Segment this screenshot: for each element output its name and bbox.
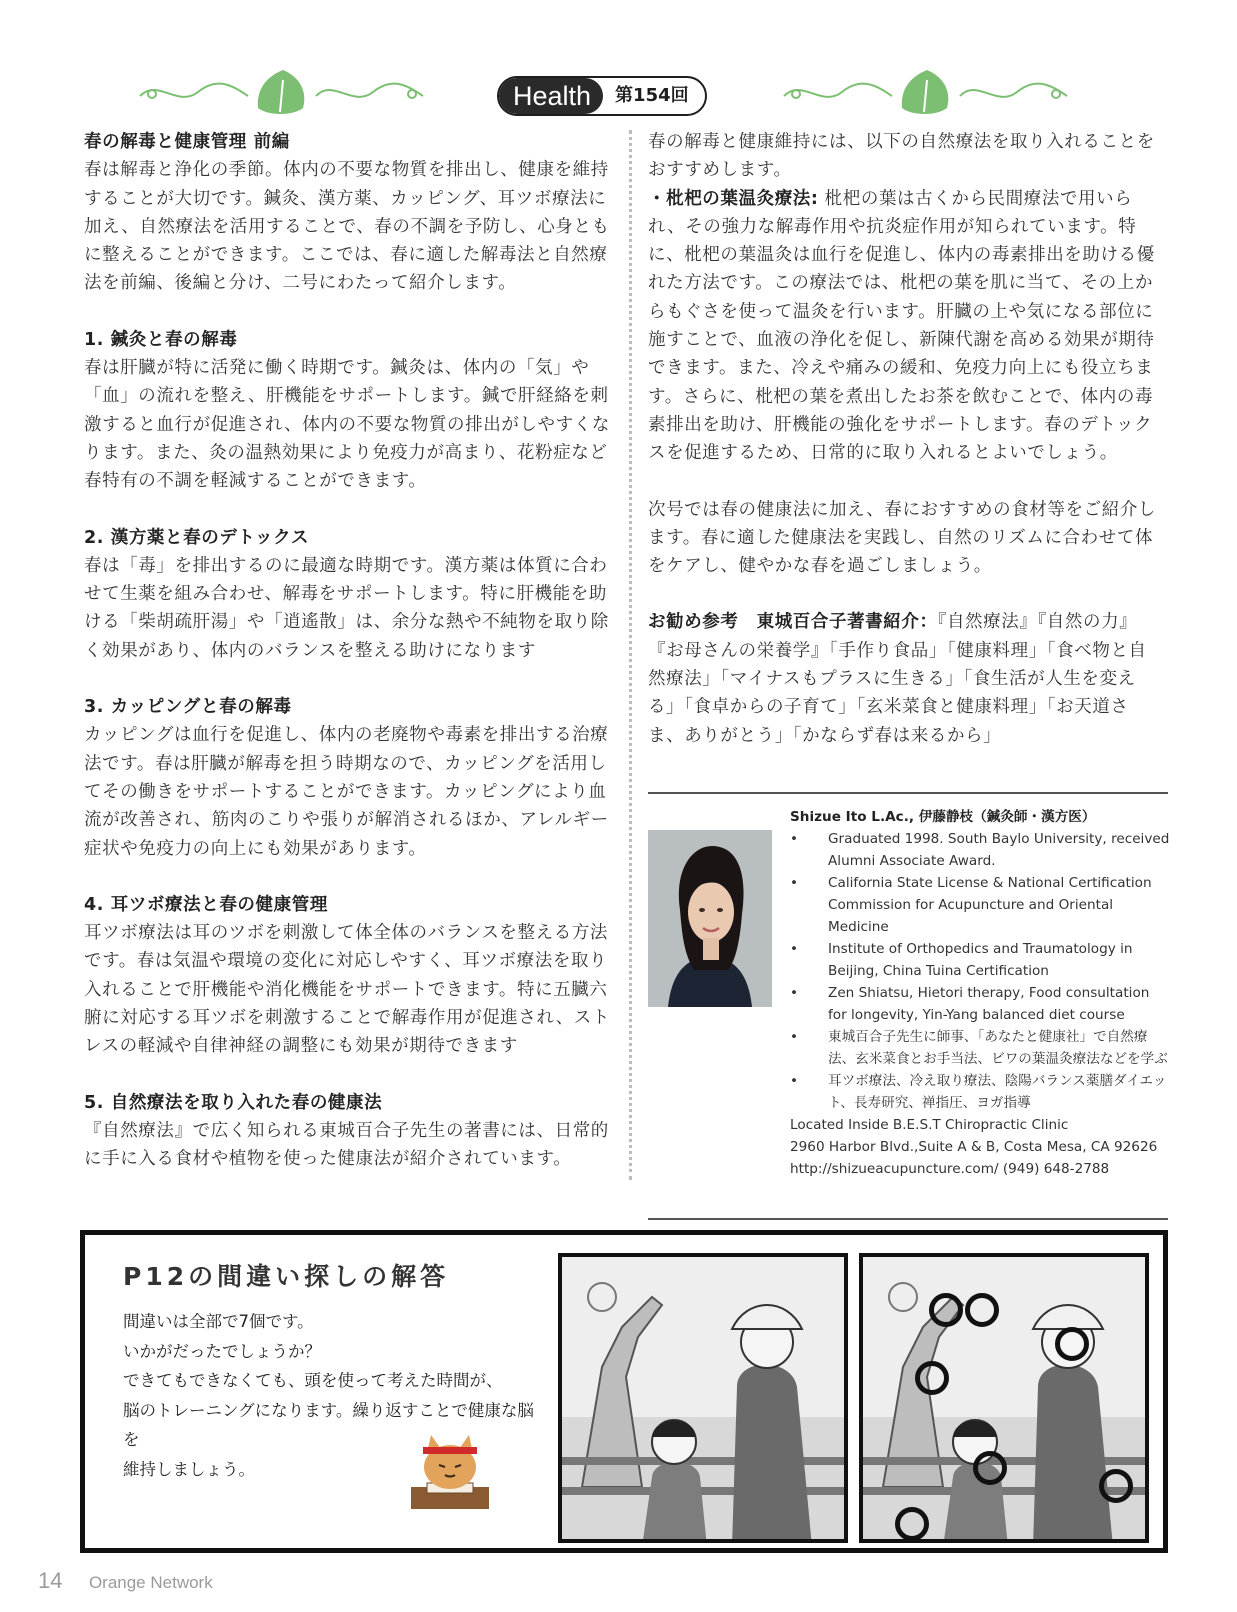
puzzle-line: 脳のトレーニングになります。繰り返すことで健康な脳を xyxy=(123,1400,534,1449)
puzzle-line: できてもできなくても、頭を使って考えた時間が、 xyxy=(123,1371,503,1390)
column-divider xyxy=(629,130,632,1180)
section-heading-acupuncture: 1. 鍼灸と春の解毒 xyxy=(84,329,238,350)
difference-marker xyxy=(1099,1469,1133,1503)
page-number: 14 xyxy=(38,1568,63,1593)
original-picture xyxy=(558,1253,848,1543)
section-body-natural-therapy: 『自然療法』で広く知られる東城百合子先生の著書には、日常的に手に入る食材や植物を使った健康法が紹介されています。 xyxy=(84,1120,609,1170)
answer-picture xyxy=(859,1253,1149,1543)
health-section-badge xyxy=(497,76,707,116)
puzzle-line: いかがだったでしょうか？ xyxy=(123,1341,321,1361)
credential-item: • Institute of Orthopedics and Traumatology in Beijing, China Tuina Certification xyxy=(790,938,1170,982)
reference-body: 『自然療法』『自然の力』『お母さんの栄養学』「手作り食品」「健康料理」「食べ物と自然療法」「マイナスもプラスに生きる」「食生活が人生を変える」「食卓からの子育て」「玄米菜食と健康料理」「お天道さま、ありがとう」「かならず春は来るから」 xyxy=(648,612,1147,746)
portrait-illustration-icon xyxy=(648,830,772,1007)
author-portrait xyxy=(648,830,772,1007)
author-name: Shizue Ito L.Ac., 伊藤静枝（鍼灸師・漢方医） xyxy=(790,809,1096,825)
credential-item: • 耳ツボ療法、冷え取り療法、陰陽バランス薬膳ダイエット、長寿研究、禅指圧、ヨガ指導 xyxy=(790,1070,1170,1114)
section-heading-cupping: 3. カッピングと春の解毒 xyxy=(84,697,292,718)
article-intro: 春は解毒と浄化の季節。体内の不要な物質を排出し、健康を維持することが大切です。鍼灸、漢方薬、カッピング、耳ツボ療法に加え、自然療法を活用することで、春の不調を予防し、心身ともに整えることができます。ここでは、春に適した解毒法と自然療法を前編、後編と分け、二号にわたって紹介します。 xyxy=(84,160,610,294)
article-title: 春の解毒と健康管理 前編 xyxy=(84,132,290,152)
biwa-body: 枇杷の葉は古くから民間療法で用いられ、その強力な解毒作用や抗炎症作用が知られています。特に、枇杷の葉温灸は血行を促進し、体内の毒素排出を助ける優れた方法です。この療法では、枇杷の葉を肌に当て、その上からもぐさを使って温灸を行います。肝臓の上や気になる部位に施すことで、血液の浄化を促し、新陳代謝を高める効果が期待できます。また、冷えや痛みの緩和、免疫力向上にも役立ちます。さらに、枇杷の葉を煮出したお茶を飲むことで、体内の毒素排出を助け、肝機能の強化をサポートします。春のデトックスを促進するため、日常的に取り入れるとよいでしょう。 xyxy=(648,188,1155,464)
credential-item: • California State License & National Certification Commission for Acupuncture and Oriental Medicine xyxy=(790,872,1170,938)
issue-number: 第154回 xyxy=(615,85,689,106)
section-body-kampo: 春は「毒」を排出するのに最適な時期です。漢方薬は体質に合わせて生薬を組み合わせ、解毒をサポートします。特に肝機能を助ける「柴胡疏肝湯」や「逍遙散」は、余分な熱や不純物を取り除く効果があり、体内のバランスを整える助けになります xyxy=(84,555,609,661)
right-intro: 春の解毒と健康維持には、以下の自然療法を取り入れることをおすすめします。 xyxy=(648,132,1155,181)
difference-marker xyxy=(1055,1327,1089,1361)
biwa-paragraph xyxy=(648,185,1160,468)
puzzle-title: P12の間違い探しの解答 xyxy=(123,1262,450,1291)
reference-lead: お勧め参考 東城百合子著書紹介： xyxy=(648,612,938,633)
reference-paragraph xyxy=(648,608,1160,749)
page-header xyxy=(0,62,1237,122)
section-body-acupuncture: 春は肝臓が特に活発に働く時期です。鍼灸は、体内の「気」や「血」の流れを整え、肝機能をサポートします。鍼で肝経絡を刺激すると血行が促進され、体内の不要な物質の排出がしやすくなります。また、灸の温熱効果により免疫力が高まり、花粉症など春特有の不調を軽減することができます。 xyxy=(84,358,610,492)
leaf-vine-ornament-left-icon xyxy=(138,68,428,118)
author-rule-top xyxy=(648,792,1168,794)
section-body-ear-acupressure: 耳ツボ療法は耳のツボを刺激して体全体のバランスを整える方法です。春は気温や環境の変化に対応しやすく、耳ツボ療法を取り入れることで肝機能や消化機能をサポートできます。特に五臓六腑に対応する耳ツボを刺激することで解毒作用が促進され、ストレスの軽減や自律神経の調整にも効果が期待できます xyxy=(84,923,610,1057)
section-heading-ear-acupressure: 4. 耳ツボ療法と春の健康管理 xyxy=(84,894,328,915)
author-rule-bottom xyxy=(648,1218,1168,1220)
publication-name: Orange Network xyxy=(88,1573,213,1592)
difference-marker xyxy=(965,1293,999,1327)
section-label: Health xyxy=(499,78,603,114)
author-credentials-list xyxy=(790,828,1170,1114)
leaf-vine-ornament-right-icon xyxy=(782,68,1072,118)
biwa-lead: ・枇杷の葉温灸療法: xyxy=(648,188,819,209)
credential-item: • Zen Shiatsu, Hietori therapy, Food consultation for longevity, Yin-Yang balanced diet course xyxy=(790,982,1170,1026)
page-footer xyxy=(38,1568,213,1594)
studying-cat-illustration-icon xyxy=(405,1425,495,1515)
clinic-address: 2960 Harbor Blvd.,Suite A & B, Costa Mesa, CA 92626 xyxy=(790,1139,1158,1155)
article-left-column xyxy=(84,128,614,1174)
clinic-location: Located Inside B.E.S.T Chiropractic Clinic xyxy=(790,1117,1069,1133)
difference-marker xyxy=(973,1451,1007,1485)
difference-marker xyxy=(895,1507,929,1541)
puzzle-line: 間違いは全部で7個です。 xyxy=(123,1312,314,1331)
zoo-scene-illustration-icon xyxy=(562,1257,848,1543)
credential-item: • 東城百合子先生に師事、「あなたと健康社」で自然療法、玄米菜食とお手当法、ビワの葉温灸療法などを学ぶ xyxy=(790,1026,1170,1070)
spot-the-difference-answer-box xyxy=(80,1230,1168,1553)
article-right-column xyxy=(648,128,1160,750)
section-body-cupping: カッピングは血行を促進し、体内の老廃物や毒素を排出する治療法です。春は肝臓が解毒を担う時期なので、カッピングを活用してその働きをサポートすることができます。カッピングにより血流が改善され、筋肉のこりや張りが解消されるほか、アレルギー症状や免疫力の向上にも効果があります。 xyxy=(84,725,609,859)
section-heading-kampo: 2. 漢方薬と春のデトックス xyxy=(84,527,310,548)
puzzle-line: 維持しましょう。 xyxy=(123,1459,255,1479)
credential-item: • Graduated 1998. South Baylo University, received Alumni Associate Award. xyxy=(790,828,1170,872)
clinic-contact-link[interactable]: http://shizueacupuncture.com/ (949) 648-2788 xyxy=(790,1161,1110,1177)
section-heading-natural-therapy: 5. 自然療法を取り入れた春の健康法 xyxy=(84,1092,383,1113)
difference-marker xyxy=(915,1361,949,1395)
author-profile xyxy=(790,806,1170,1180)
difference-marker xyxy=(929,1293,963,1327)
next-issue-note: 次号では春の健康法に加え、春におすすめの食材等をご紹介します。春に適した健康法を実践し、自然のリズムに合わせて体をケアし、健やかな春を過ごしましょう。 xyxy=(648,499,1157,577)
